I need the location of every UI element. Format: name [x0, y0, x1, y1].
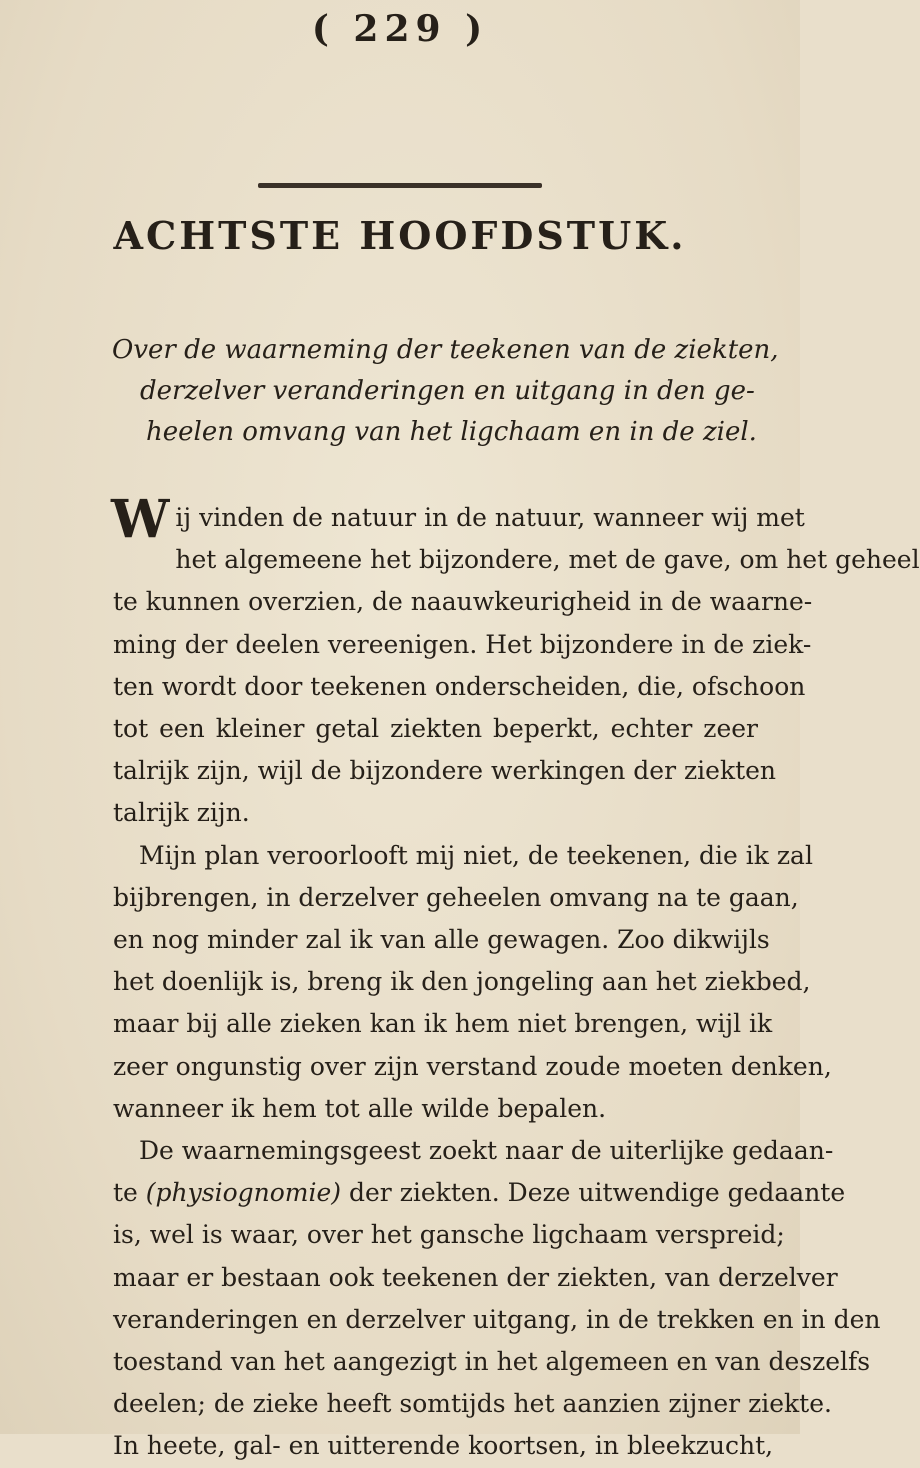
text-line: het algemeene het bijzondere, met de gave, om het geheel — [175, 545, 920, 575]
text-line: ij vinden de natuur in de natuur, wanneer wij met — [175, 503, 805, 532]
italic-term: (physiognomie) — [145, 1178, 342, 1208]
text-line: deelen; de zieke heeft somtijds het aanzien zijner ziekte. — [113, 1389, 832, 1419]
text-line: ming der deelen vereenigen. Het bijzondere in de ziek- — [113, 629, 812, 659]
text-line: In heete, gal- en uitterende koortsen, in bleekzucht, — [113, 1431, 774, 1461]
text-line: zeer ongunstig over zijn verstand zoude moeten denken, — [113, 1051, 832, 1081]
subtitle-line: Over de waarneming der teekenen van de ziekten, — [112, 335, 779, 365]
chapter-title: ACHTSTE HOOFDSTUK. — [113, 213, 687, 258]
text-line: en nog minder zal ik van alle gewagen. Zoo dikwijls — [113, 925, 770, 955]
text-line: Mijn plan veroorlooft mij niet, de teekenen, die ik zal — [139, 840, 813, 870]
text-line: tot een kleiner getal ziekten beperkt, echter zeer — [113, 714, 758, 744]
drop-cap: W — [111, 489, 170, 550]
text-line: talrijk zijn, wijl de bijzondere werkingen der ziekten — [113, 756, 777, 786]
text-line: te (physiognomie) der ziekten. Deze uitwendige gedaante — [113, 1178, 846, 1208]
text-line: bijbrengen, in derzelver geheelen omvang na te gaan, — [113, 882, 799, 912]
text-line: maar er bestaan ook teekenen der ziekten, van derzelver — [113, 1262, 838, 1292]
text-line: is, wel is waar, over het gansche ligchaam verspreid; — [113, 1220, 785, 1250]
paragraph — [113, 1130, 881, 1468]
paragraph — [113, 835, 832, 1130]
page-number: ( 229 ) — [311, 8, 489, 50]
paragraph — [111, 489, 920, 835]
text-line: toestand van het aangezigt in het algemeen en van deszelfs — [113, 1347, 871, 1377]
text-line: talrijk zijn. — [113, 798, 250, 828]
text-line: ten wordt door teekenen onderscheiden, die, ofschoon — [113, 671, 806, 701]
text-line: wanneer ik hem tot alle wilde bepalen. — [113, 1093, 607, 1123]
text-line: het doenlijk is, breng ik den jongeling aan het ziekbed, — [113, 967, 811, 997]
body-text — [111, 489, 920, 1468]
chapter-subtitle — [112, 330, 779, 453]
text-line: maar bij alle zieken kan ik hem niet brengen, wijl ik — [113, 1009, 773, 1039]
text-line: veranderingen en derzelver uitgang, in de trekken en in den — [113, 1304, 881, 1334]
subtitle-line: heelen omvang van het ligchaam en in de ziel. — [146, 417, 757, 447]
decorative-rule — [258, 183, 542, 188]
text-line: De waarnemingsgeest zoekt naar de uiterlijke gedaan- — [139, 1136, 834, 1166]
subtitle-line: derzelver veranderingen en uitgang in den ge- — [140, 376, 755, 406]
text-line: te kunnen overzien, de naauwkeurigheid in de waarne- — [113, 587, 813, 617]
